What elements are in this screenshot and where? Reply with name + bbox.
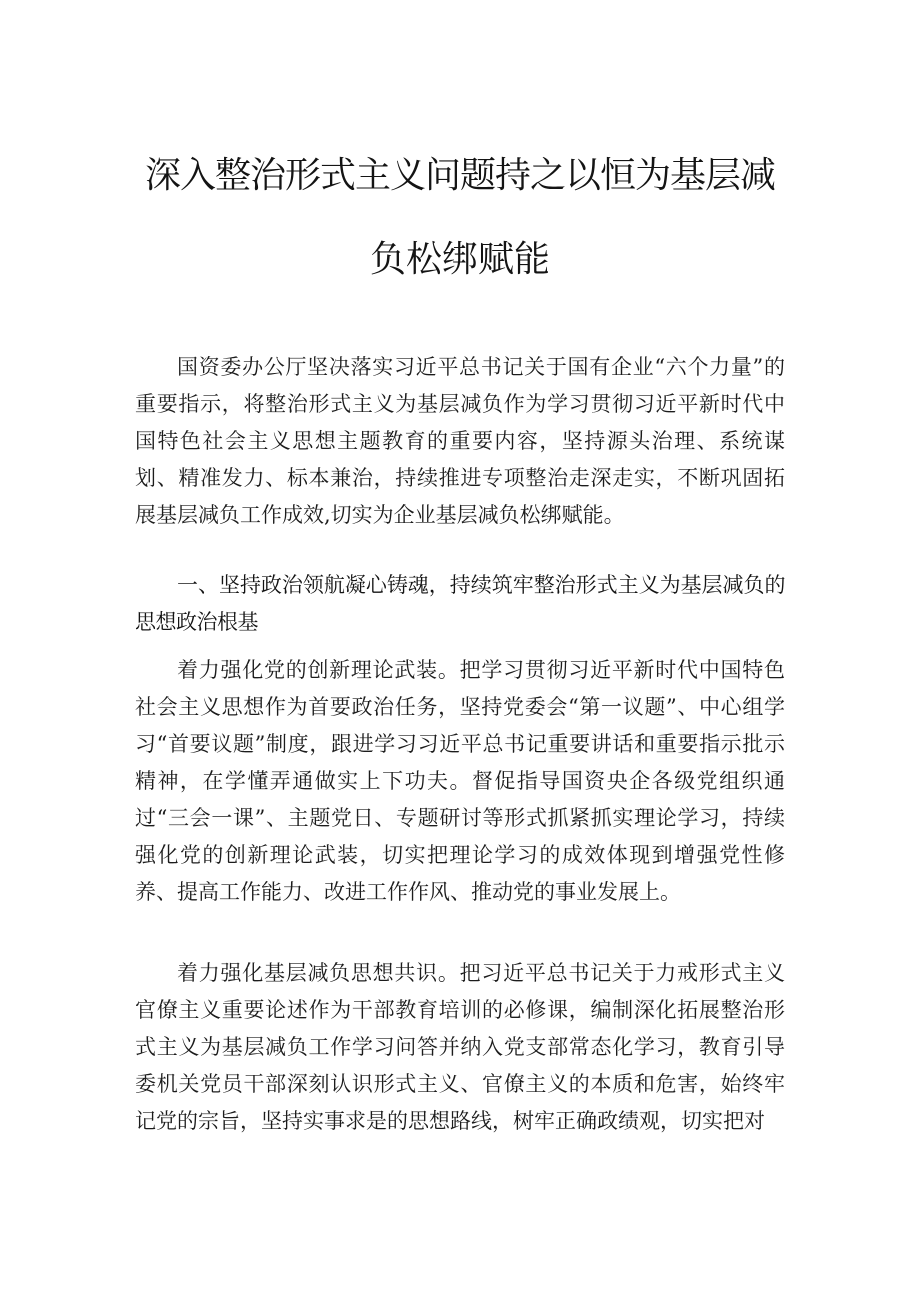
document-title-line-2: 负松绑赋能 — [369, 239, 550, 280]
section-heading-1: 一、坚持政治领航凝心铸魂，持续筑牢整治形式主义为基层减负的思想政治根基 — [135, 573, 785, 634]
intro-paragraph: 国资委办公厅坚决落实习近平总书记关于国有企业“六个力量”的重要指示，将整治形式主义为基层减负作为学习贯彻习近平新时代中国特色社会主义思想主题教育的重要内容，坚持源头治理、系统谋划、精准发力、标本兼治，持续推进专项整治走深走实，不断巩固拓展基层减负工作成效,切实为企业基层减负松绑赋能。 — [135, 355, 785, 527]
body-paragraph-consensus: 着力强化基层减负思想共识。把习近平总书记关于力戒形式主义官僚主义重要论述作为干部教育培训的必修课，编制深化拓展整治形式主义为基层减负工作学习问答并纳入党支部常态化学习，教育引导委机关党员干部深刻认识形式主义、官僚主义的本质和危害，始终牢记党的宗旨，坚持实事求是的思想路线，树牢正确政绩观，切实把对 — [135, 961, 785, 1133]
body-paragraph-theory: 着力强化党的创新理论武装。把学习贯彻习近平新时代中国特色社会主义思想作为首要政治任务，坚持党委会“第一议题”、中心组学习“首要议题”制度，跟进学习习近平总书记重要讲话和重要指示批示精神，在学懂弄通做实上下功夫。督促指导国资央企各级党组织通过“三会一课”、主题党日、专题研讨等形式抓紧抓实理论学习，持续强化党的创新理论武装，切实把理论学习的成效体现到增强党性修养、提高工作能力、改进工作作风、推动党的事业发展上。 — [135, 658, 785, 904]
document-title-line-1: 深入整治形式主义问题持之以恒为基层减 — [144, 155, 775, 196]
